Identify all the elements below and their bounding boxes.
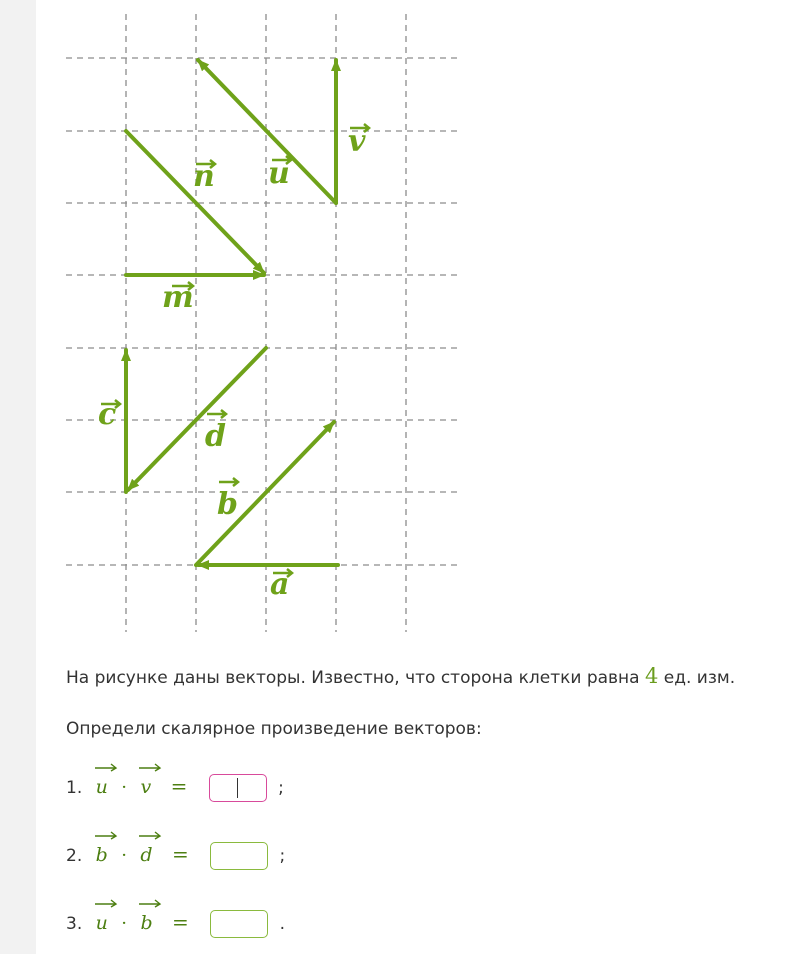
label-v: v [348,124,366,159]
question-2 [66,839,285,871]
statement-after: ед. изм. [663,668,736,688]
label-c-group [98,397,120,432]
vector-symbol: u [95,912,108,934]
label-d: d [205,419,226,454]
vector-term-right [140,908,152,938]
label-m: m [162,280,194,315]
label-a-group [270,567,292,602]
equals-sign: = [172,910,189,934]
grid [66,14,462,632]
question-3 [66,907,285,939]
vector-symbol: d [140,844,153,866]
answer-input-3[interactable] [210,910,268,938]
answer-input-2[interactable] [210,842,268,870]
question-number: 3. [66,914,83,934]
label-n-group [193,159,215,194]
vector-term-right [140,840,152,870]
vector-symbol: u [95,776,108,798]
question-1 [66,771,284,803]
vector-term-left [96,908,108,938]
label-a: a [270,567,290,602]
vector-symbol: v [140,776,152,798]
vector-d [128,348,266,490]
equals-sign: = [171,842,189,866]
label-b-arrow [219,478,238,486]
vector-symbol: b [95,844,108,866]
statement-before: На рисунке даны векторы. Известно, что сторона клетки равна [66,668,640,688]
end-punctuation: . [279,914,285,934]
answer-input-1[interactable] [209,774,267,802]
label-c: c [98,397,117,432]
question-number: 2. [66,846,83,866]
end-punctuation: ; [279,846,286,866]
dot-operator: · [121,913,128,934]
equals-sign: = [170,774,188,798]
label-d-arrow [207,410,226,418]
label-m-group [162,280,194,315]
vector-symbol: b [140,912,153,934]
task-label: Определи скалярное произведение векторов: [66,719,482,739]
vector-term-right [140,772,151,802]
label-u: u [268,156,290,191]
label-u-group [268,156,291,191]
label-d-group [205,410,226,454]
dot-operator: · [121,777,128,798]
text-caret [237,778,238,798]
vector-term-left [96,840,108,870]
end-punctuation: ; [278,778,284,798]
label-n: n [193,159,215,194]
label-b: b [217,487,238,522]
dot-operator: · [121,845,127,866]
cell-side-value: 4 [645,664,659,688]
label-v-group [348,124,369,159]
problem-statement [66,664,735,688]
vector-term-left [96,772,108,802]
vector-u [198,60,336,203]
question-number: 1. [66,778,83,798]
label-b-group [217,478,238,522]
vector-n [126,131,264,273]
